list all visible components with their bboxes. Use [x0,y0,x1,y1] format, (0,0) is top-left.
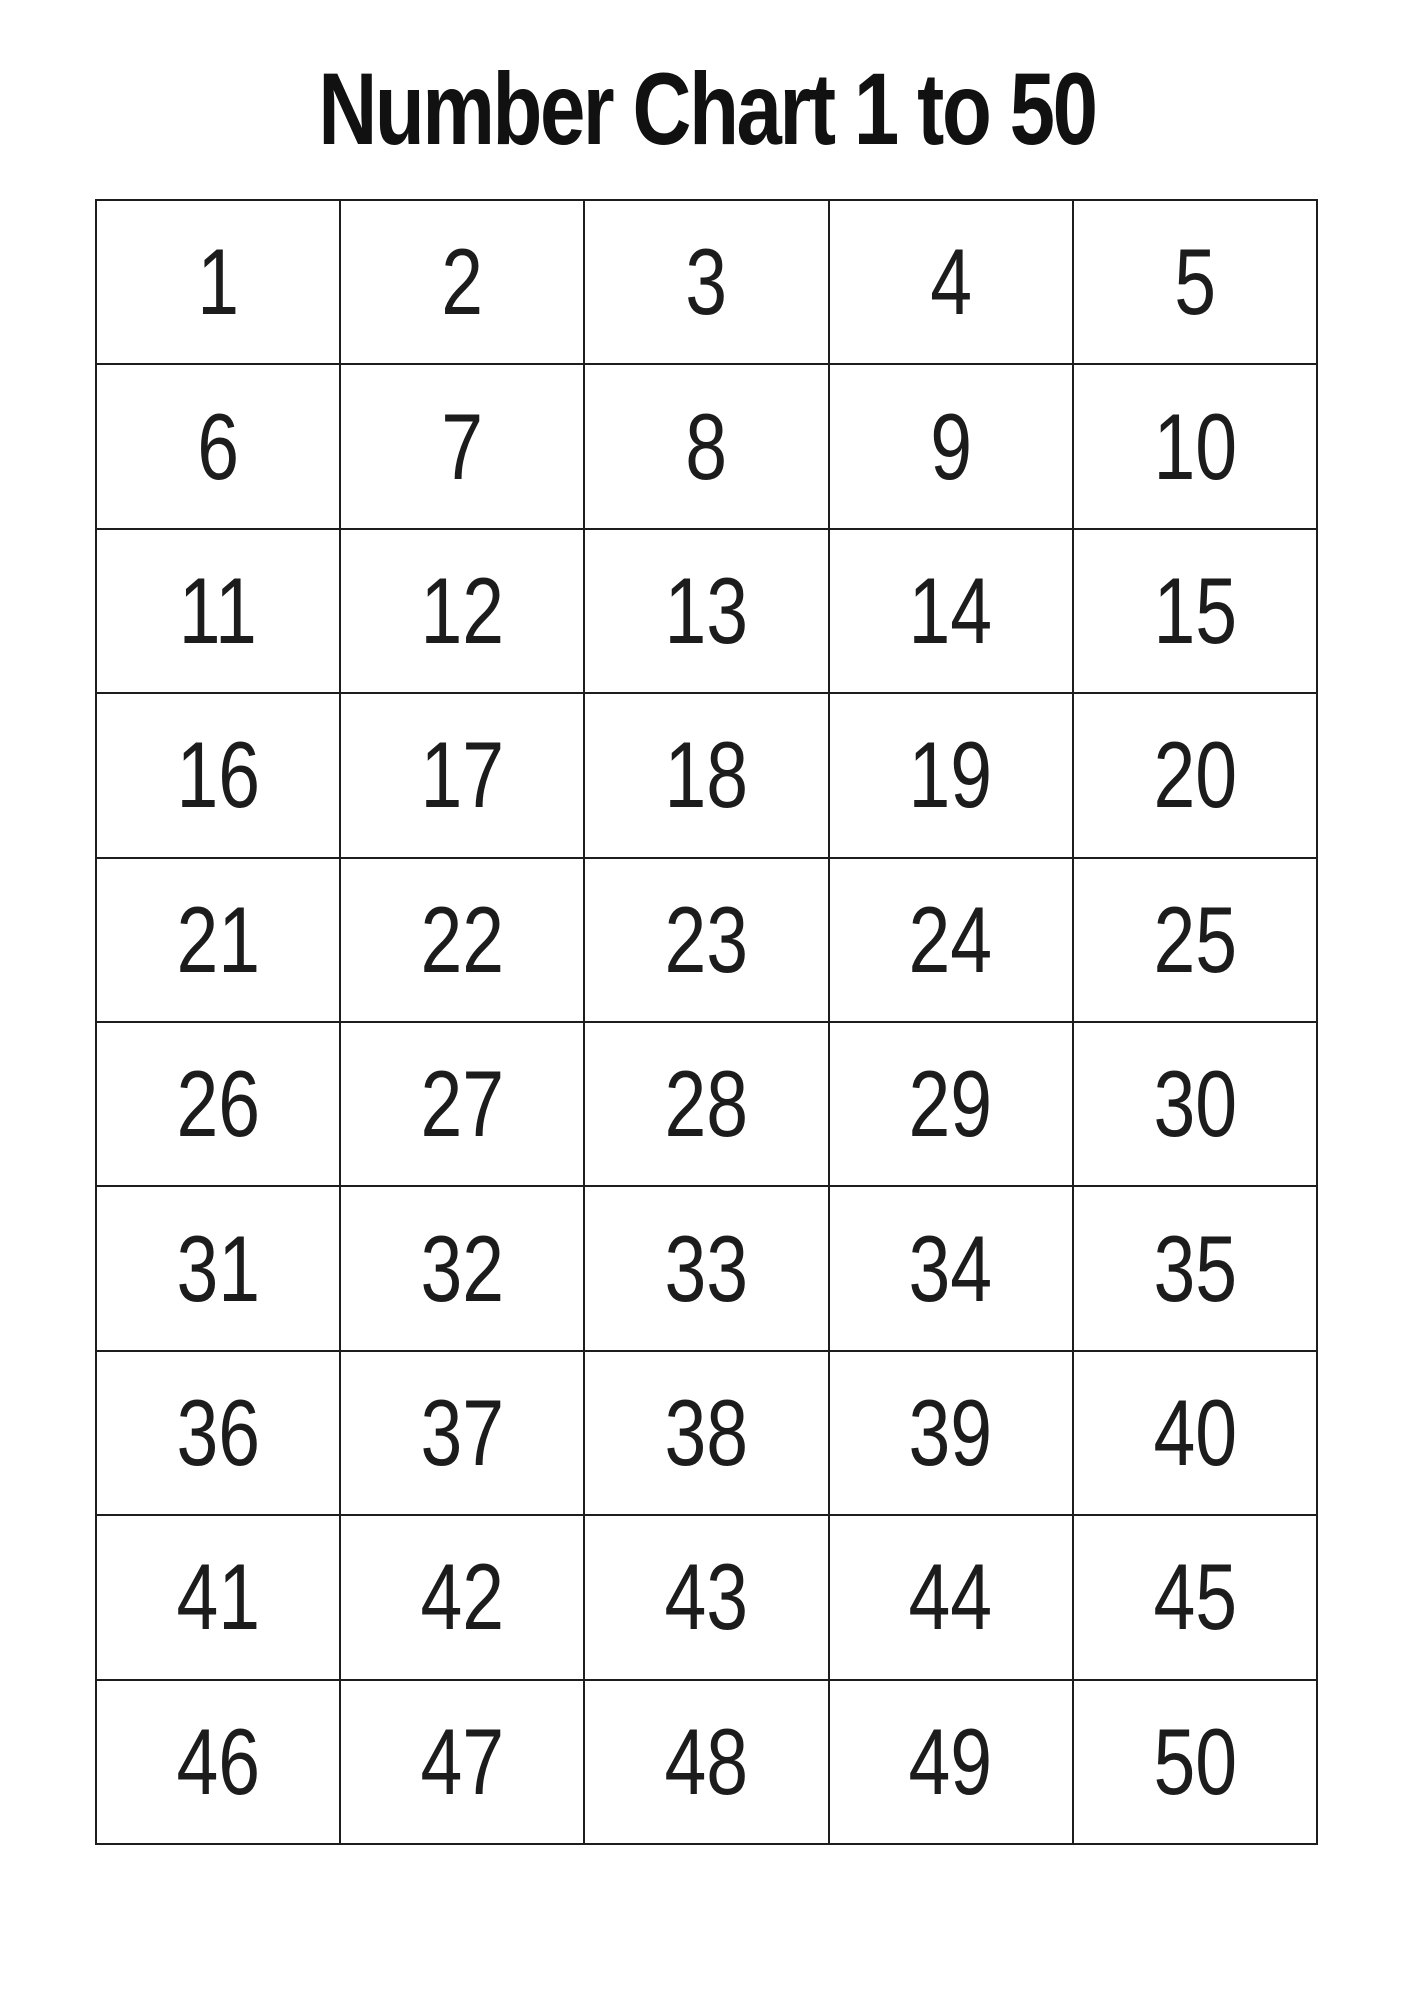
grid-cell [584,1022,828,1186]
cell-number: 34 [908,1215,993,1321]
grid-cell [1073,529,1317,693]
grid-cell [829,364,1073,528]
cell-number: 45 [1153,1544,1237,1650]
cell-number: 7 [441,393,484,499]
cell-number: 30 [1153,1051,1237,1157]
grid-cell [1073,1680,1317,1844]
grid-cell [829,858,1073,1022]
grid-row [96,858,1317,1022]
cell-number: 11 [179,557,258,663]
cell-number: 42 [420,1544,505,1650]
grid-cell [340,529,584,693]
number-grid-body [96,200,1317,1844]
grid-cell [1073,1515,1317,1679]
grid-cell [829,1680,1073,1844]
grid-cell [1073,1022,1317,1186]
cell-number: 27 [420,1051,505,1157]
cell-number: 20 [1153,722,1237,828]
cell-number: 14 [908,557,993,663]
grid-cell [584,364,828,528]
cell-number: 25 [1153,886,1237,992]
cell-number: 29 [908,1051,993,1157]
grid-row [96,1515,1317,1679]
grid-cell [96,1186,340,1350]
cell-number: 10 [1153,393,1237,499]
number-grid [95,199,1318,1845]
grid-cell [829,1022,1073,1186]
cell-number: 37 [420,1379,505,1485]
grid-cell [340,858,584,1022]
grid-row [96,529,1317,693]
grid-cell [340,1022,584,1186]
cell-number: 41 [176,1544,260,1650]
grid-cell [96,529,340,693]
grid-cell [1073,200,1317,364]
grid-cell [96,1515,340,1679]
grid-cell [584,529,828,693]
grid-cell [340,1351,584,1515]
cell-number: 49 [908,1708,993,1814]
grid-cell [1073,858,1317,1022]
grid-cell [584,1351,828,1515]
grid-cell [96,1351,340,1515]
cell-number: 1 [197,229,240,335]
cell-number: 12 [420,557,505,663]
grid-cell [829,529,1073,693]
cell-number: 18 [664,722,749,828]
grid-cell [340,200,584,364]
grid-cell [340,693,584,857]
cell-number: 26 [176,1051,260,1157]
grid-cell [1073,1351,1317,1515]
cell-number: 39 [908,1379,993,1485]
cell-number: 2 [441,229,484,335]
grid-cell [96,1022,340,1186]
cell-number: 47 [420,1708,505,1814]
grid-row [96,200,1317,364]
cell-number: 17 [420,722,505,828]
grid-cell [96,200,340,364]
cell-number: 19 [908,722,993,828]
grid-cell [584,693,828,857]
grid-cell [584,1186,828,1350]
cell-number: 28 [664,1051,749,1157]
grid-cell [1073,693,1317,857]
cell-number: 35 [1153,1215,1237,1321]
cell-number: 48 [664,1708,749,1814]
grid-cell [96,364,340,528]
grid-cell [829,1186,1073,1350]
grid-cell [829,693,1073,857]
cell-number: 36 [176,1379,260,1485]
grid-cell [96,1680,340,1844]
grid-row [96,1022,1317,1186]
cell-number: 13 [664,557,749,663]
cell-number: 23 [664,886,749,992]
cell-number: 40 [1153,1379,1237,1485]
grid-cell [829,200,1073,364]
grid-cell [1073,1186,1317,1350]
grid-cell [340,1680,584,1844]
grid-cell [340,1186,584,1350]
grid-cell [829,1515,1073,1679]
cell-number: 31 [176,1215,260,1321]
grid-cell [584,200,828,364]
grid-row [96,364,1317,528]
page-title: Number Chart 1 to 50 [318,52,1096,166]
grid-cell [340,1515,584,1679]
grid-row [96,693,1317,857]
cell-number: 4 [929,229,972,335]
cell-number: 21 [176,886,260,992]
cell-number: 16 [176,722,260,828]
grid-cell [584,1680,828,1844]
cell-number: 3 [685,229,728,335]
grid-cell [96,693,340,857]
cell-number: 8 [685,393,728,499]
cell-number: 46 [176,1708,260,1814]
cell-number: 43 [664,1544,749,1650]
cell-number: 5 [1173,229,1216,335]
grid-cell [96,858,340,1022]
grid-cell [1073,364,1317,528]
cell-number: 33 [664,1215,749,1321]
cell-number: 9 [929,393,972,499]
grid-cell [584,858,828,1022]
grid-cell [340,364,584,528]
grid-row [96,1351,1317,1515]
cell-number: 24 [908,886,993,992]
cell-number: 15 [1153,557,1237,663]
cell-number: 32 [420,1215,505,1321]
cell-number: 6 [197,393,240,499]
cell-number: 22 [420,886,505,992]
cell-number: 44 [908,1544,993,1650]
grid-row [96,1186,1317,1350]
cell-number: 50 [1153,1708,1237,1814]
grid-cell [584,1515,828,1679]
cell-number: 38 [664,1379,749,1485]
grid-row [96,1680,1317,1844]
grid-cell [829,1351,1073,1515]
